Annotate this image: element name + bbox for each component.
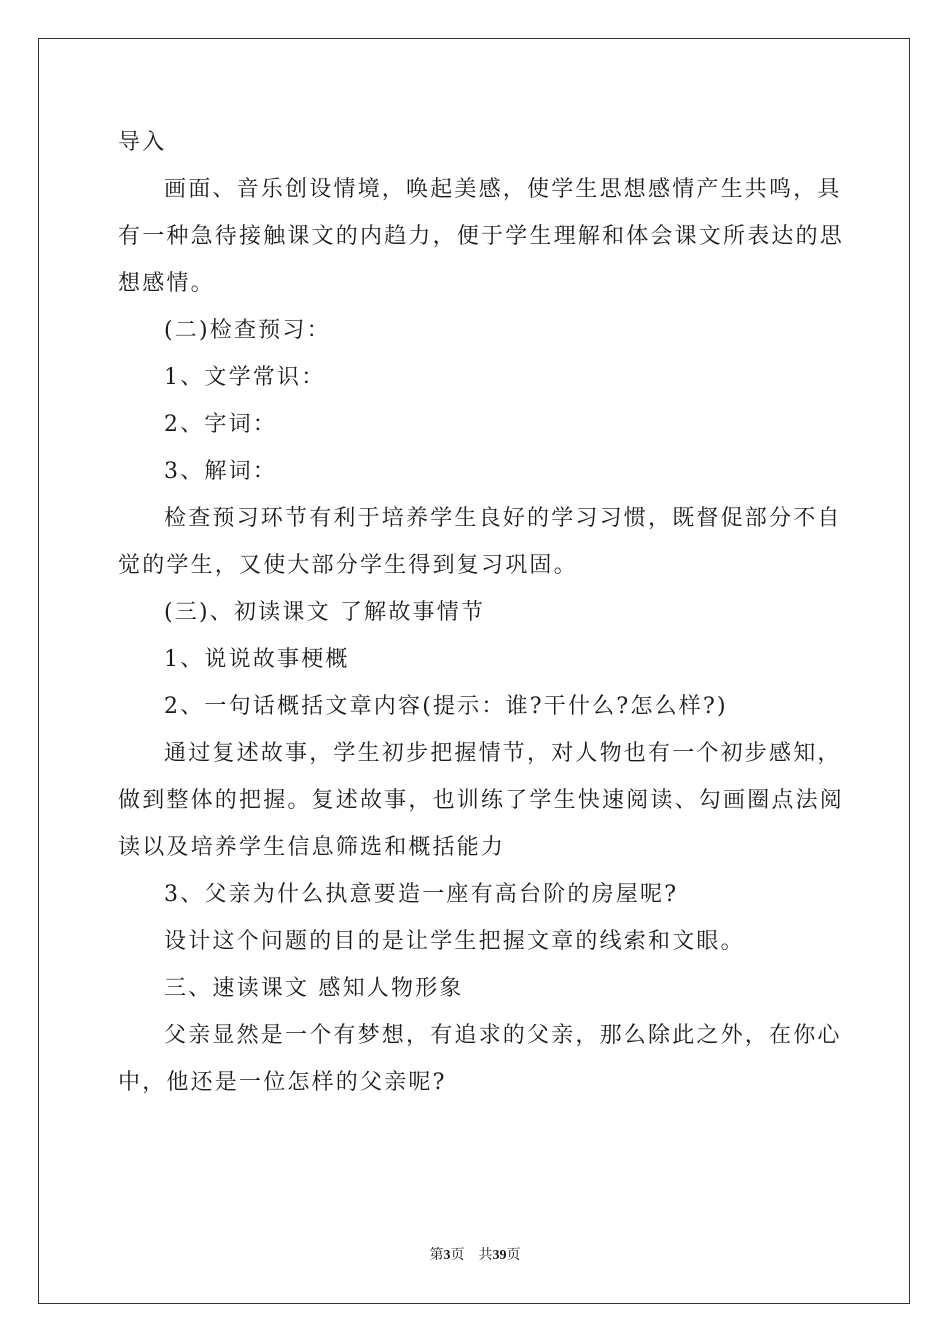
list-item: 2、字词： — [164, 412, 277, 437]
current-page-number: 3 — [443, 1248, 451, 1263]
section-heading: (二)检查预习： — [164, 318, 331, 343]
footer-suffix: 页 — [506, 1247, 521, 1263]
list-item: 1、文学常识： — [164, 365, 326, 390]
text-line: 有一种急待接触课文的内趋力，便于学生理解和体会课文所表达的思 — [118, 224, 845, 249]
total-page-count: 39 — [492, 1248, 507, 1263]
footer-middle: 页 共 — [450, 1247, 493, 1263]
footer-prefix: 第 — [429, 1247, 444, 1263]
text-line: 做到整体的把握。复述故事，也训练了学生快速阅读、勾画圈点法阅 — [118, 788, 845, 813]
text-line: 父亲显然是一个有梦想，有追求的父亲，那么除此之外，在你心 — [164, 1023, 842, 1048]
text-line: 中，他还是一位怎样的父亲呢? — [118, 1070, 447, 1095]
text-line: 画面、音乐创设情境，唤起美感，使学生思想感情产生共鸣，具 — [164, 177, 842, 202]
text-line: 检查预习环节有利于培养学生良好的学习习惯，既督促部分不自 — [164, 506, 842, 531]
text-line: 觉的学生，又使大部分学生得到复习巩固。 — [118, 553, 578, 578]
text-line: 设计这个问题的目的是让学生把握文章的线索和文眼。 — [164, 929, 745, 954]
list-item: 3、解词： — [164, 459, 277, 484]
list-item: 3、父亲为什么执意要造一座有高台阶的房屋呢? — [164, 882, 679, 907]
text-line: 通过复述故事，学生初步把握情节，对人物也有一个初步感知， — [164, 741, 842, 766]
list-item: 1、说说故事梗概 — [164, 647, 350, 672]
document-body — [118, 128, 845, 1115]
list-item: 2、一句话概括文章内容(提示：谁?干什么?怎么样?) — [164, 694, 728, 719]
section-heading: 三、速读课文 感知人物形象 — [164, 976, 464, 1001]
text-line: 想感情。 — [118, 271, 215, 296]
section-heading: (三)、初读课文 了解故事情节 — [164, 600, 486, 625]
page-footer — [0, 1246, 950, 1265]
text-line: 导入 — [118, 130, 167, 155]
text-line: 读以及培养学生信息筛选和概括能力 — [118, 835, 506, 860]
